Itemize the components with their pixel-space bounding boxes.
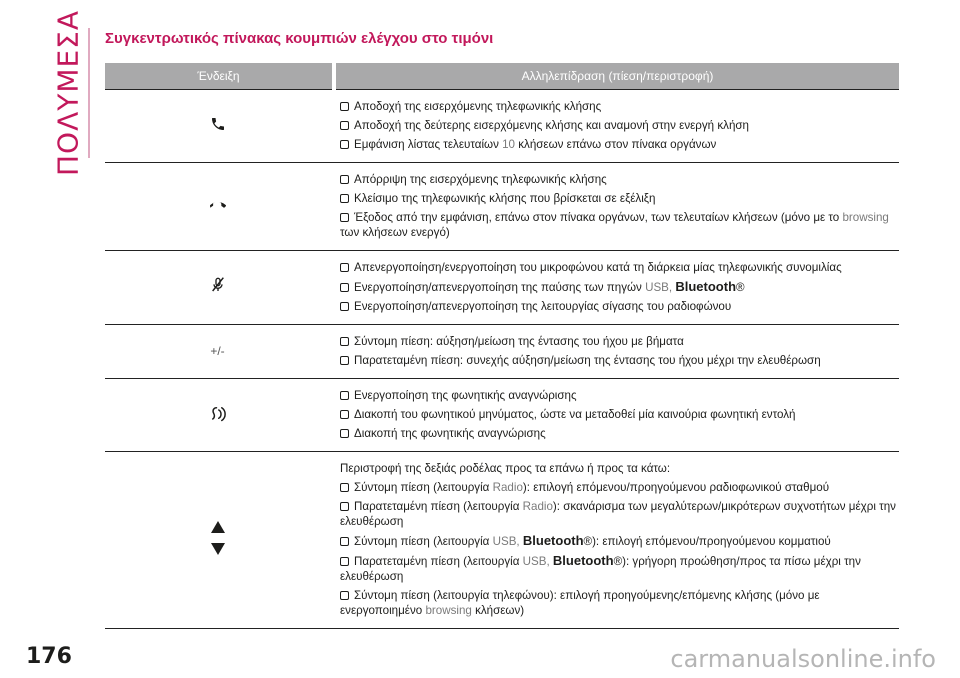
list-item: Παρατεταμένη πίεση (λειτουργία Radio): σκανάρισμα των μεγαλύτερων/μικρότερων συχνοτήτων μέχρι την ελευθέρωση [340,500,896,528]
bullet-box-icon [340,213,349,222]
icon-cell [105,379,334,452]
list-item: Εμφάνιση λίστας τελευταίων 10 κλήσεων επάνω στον πίνακα οργάνων [340,137,899,152]
header-indication: Ένδειξη [105,63,334,90]
list-item: Σύντομη πίεση (λειτουργία USB, Bluetooth®): επιλογή επόμενου/προηγούμενου κομματιού [340,533,899,549]
list-item: Σύντομη πίεση (λειτουργία Radio): επιλογή επόμενου/προηγούμενου ραδιοφωνικού σταθμού [340,480,899,495]
scroll-up-down-icon [210,519,226,557]
table-row [105,251,899,325]
table-row [105,90,899,163]
phone-hangup-icon [210,196,226,212]
controls-table [105,63,899,629]
bullet-box-icon [340,429,349,438]
table-row [105,379,899,452]
table-row [105,163,899,251]
bullet-box-icon [340,283,349,292]
bullet-box-icon [340,557,349,566]
phone-answer-icon [210,116,226,132]
bullet-box-icon [340,591,349,600]
list-item: Διακοπή της φωνητικής αναγνώρισης [340,426,899,441]
side-section-label [48,9,90,177]
list-item: Απενεργοποίηση/ενεργοποίηση του μικροφώνου κατά τη διάρκεια μίας τηλεφωνικής συνομιλίας [340,260,899,275]
row-intro-text: Περιστροφή της δεξιάς ροδέλας προς τα επάνω ή προς τα κάτω: [340,462,671,475]
header-interaction: Αλληλεπίδραση (πίεση/περιστροφή) [334,63,899,90]
list-item: Διακοπή του φωνητικού μηνύματος, ώστε να μεταδοθεί μία καινούρια φωνητική εντολή [340,407,899,422]
bullet-box-icon [340,140,349,149]
icon-cell [105,163,334,251]
bullet-box-icon [340,502,349,511]
mute-microphone-icon [210,276,226,294]
description-cell [334,90,899,163]
side-divider [88,28,90,158]
list-item: Σύντομη πίεση (λειτουργία τηλεφώνου): επιλογή προηγούμενης/επόμενης κλήσης (μόνο με ενεργοποιημένο browsing κλήσεων) [340,589,820,617]
list-item: Απόρριψη της εισερχόμενης τηλεφωνικής κλήσης [340,172,899,187]
table-header-row [105,63,899,90]
list-item: Κλείσιμο της τηλεφωνικής κλήσης που βρίσκεται σε εξέλιξη [340,191,899,206]
list-item: Αποδοχή της δεύτερης εισερχόμενης κλήσης και αναμονή στην ενεργή κλήση [340,118,899,133]
bullet-box-icon [340,102,349,111]
voice-recognition-icon [209,404,227,422]
list-item: Ενεργοποίηση/απενεργοποίηση της λειτουργίας σίγασης του ραδιοφώνου [340,299,899,314]
table-row [105,452,899,629]
icon-cell [105,251,334,325]
bullet-box-icon [340,483,349,492]
bullet-box-icon [340,537,349,546]
description-cell [334,325,899,379]
page-number: 176 [26,644,72,669]
list-item: Ενεργοποίηση/απενεργοποίηση της παύσης των πηγών USB, Bluetooth® [340,279,899,295]
bullet-box-icon [340,391,349,400]
list-item: Έξοδος από την εμφάνιση, επάνω στον πίνακα οργάνων, των τελευταίων κλήσεων (μόνο με το browsing των κλήσεων ενεργό) [340,211,889,239]
icon-cell [105,452,334,629]
watermark: carmanualsonline.info [670,645,936,673]
description-cell [334,452,899,629]
bullet-box-icon [340,302,349,311]
bullet-box-icon [340,263,349,272]
table-row [105,325,899,379]
bullet-box-icon [340,194,349,203]
description-cell [334,379,899,452]
page-title: Συγκεντρωτικός πίνακας κουμπιών ελέγχου στο τιμόνι [105,30,494,47]
bullet-box-icon [340,356,349,365]
list-item: Ενεργοποίηση της φωνητικής αναγνώρισης [340,388,899,403]
bullet-box-icon [340,337,349,346]
icon-cell [105,325,334,379]
list-item: Σύντομη πίεση: αύξηση/μείωση της έντασης του ήχου με βήματα [340,334,899,349]
side-label-text: ΠΟΛΥΜΕΣΑ [51,9,85,177]
list-item: Αποδοχή της εισερχόμενης τηλεφωνικής κλήσης [340,99,899,114]
list-item: Παρατεταμένη πίεση (λειτουργία USB, Bluetooth®): γρήγορη προώθηση/προς τα πίσω μέχρι την ελευθέρωση [340,553,861,583]
bullet-box-icon [340,410,349,419]
volume-plus-minus-label: +/- [210,343,225,358]
description-cell [334,163,899,251]
bullet-box-icon [340,121,349,130]
description-cell [334,251,899,325]
icon-cell [105,90,334,163]
bullet-box-icon [340,175,349,184]
list-item: Παρατεταμένη πίεση: συνεχής αύξηση/μείωση της έντασης του ήχου μέχρι την ελευθέρωση [340,353,899,368]
